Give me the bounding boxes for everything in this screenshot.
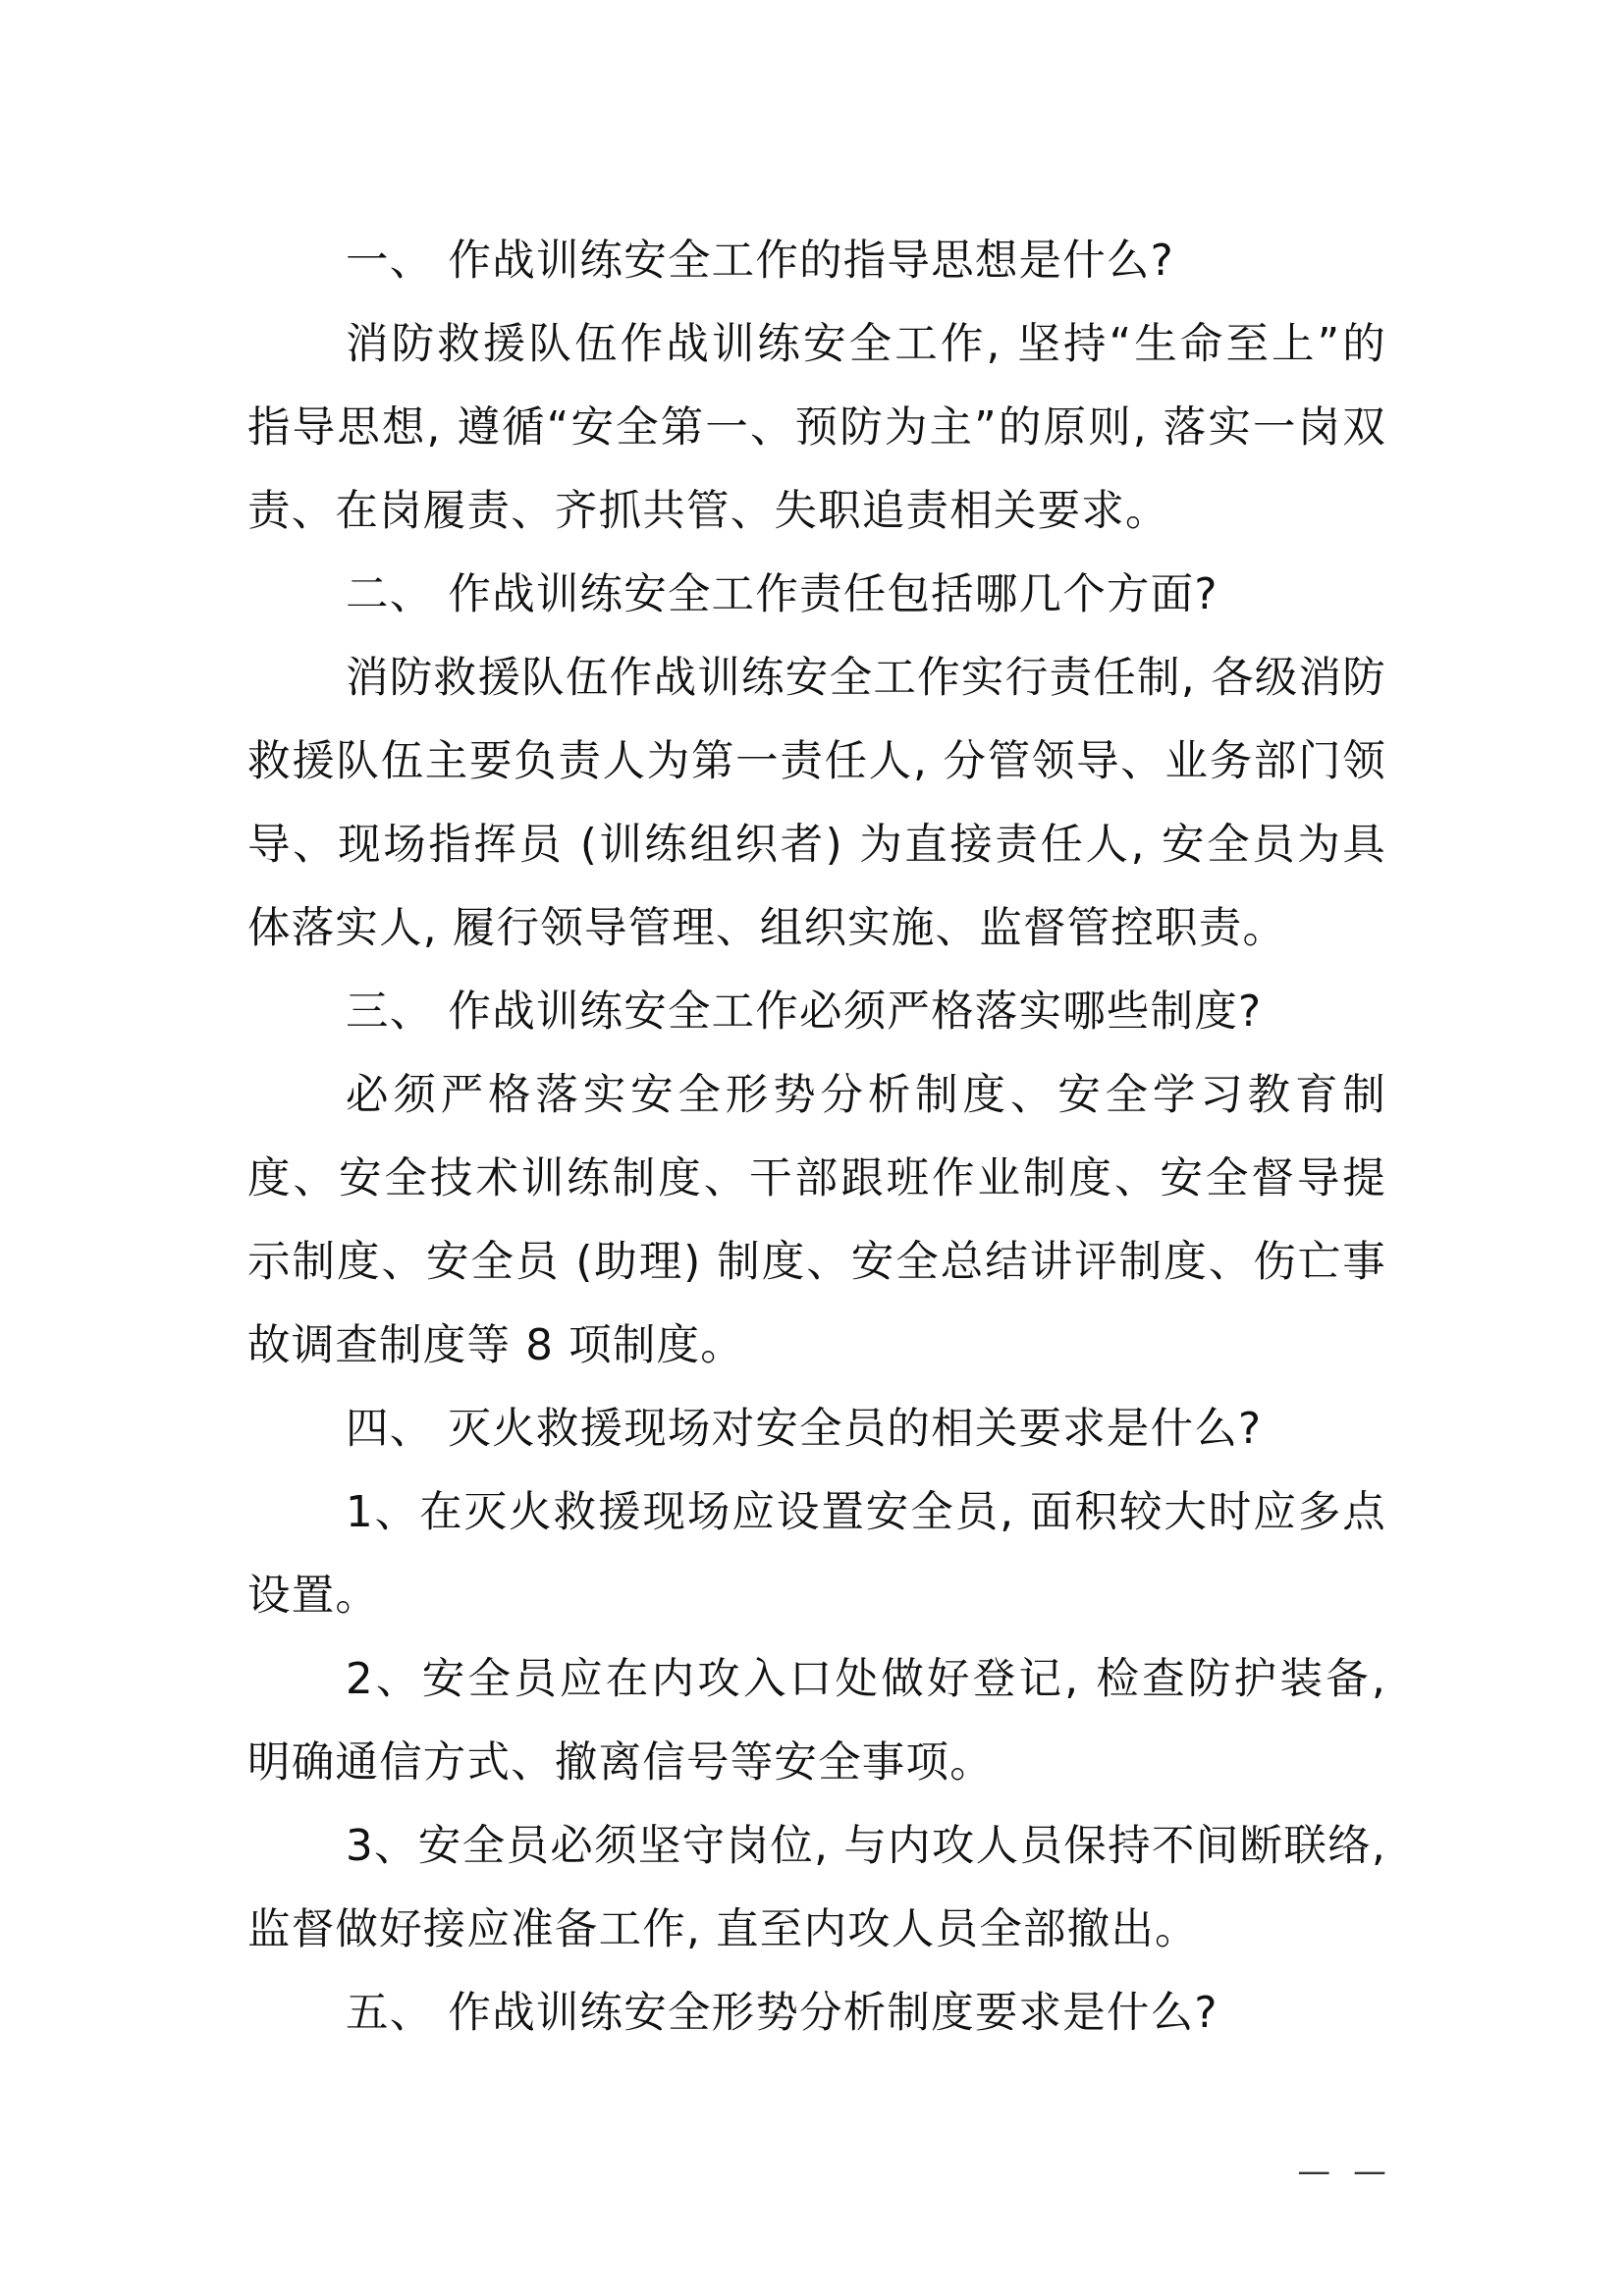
answer-item-1: 1、在灭火救援现场应设置安全员, 面积较大时应多点设置。 [247, 1488, 1386, 1621]
question-heading-3: 三、 作战训练安全工作必须严格落实哪些制度? [346, 988, 1263, 1037]
answer-item-2: 2、安全员应在内攻入口处做好登记, 检查防护装备, 明确通信方式、撤离信号等安全事项。 [247, 1655, 1386, 1788]
question-heading-4: 四、 灭火救援现场对安全员的相关要求是什么? [346, 1405, 1263, 1454]
answer-item-3: 3、安全员必须坚守岗位, 与内攻人员保持不间断联络, 监督做好接应准备工作, 直至内攻人员全部撤出。 [247, 1822, 1386, 1954]
page-number-mark: — — [1297, 2152, 1392, 2191]
question-heading-2: 二、 作战训练安全工作责任包括哪几个方面? [346, 570, 1218, 619]
answer-paragraph-2: 消防救援队伍作战训练安全工作实行责任制, 各级消防救援队伍主要负责人为第一责任人, 分管领导、业务部门领导、现场指挥员 (训练组织者) 为直接责任人, 安全员为具体落实人, 履行领导管理、组织实施、监督管控职责。 [247, 654, 1386, 953]
question-heading-5: 五、 作战训练安全形势分析制度要求是什么? [346, 1989, 1218, 2038]
answer-paragraph-1: 消防救援队伍作战训练安全工作, 坚持“生命至上”的指导思想, 遵循“安全第一、预防为主”的原则, 落实一岗双责、在岗履责、齐抓共管、失职追责相关要求。 [247, 320, 1386, 536]
answer-paragraph-3: 必须严格落实安全形势分析制度、安全学习教育制度、安全技术训练制度、干部跟班作业制度、安全督导提示制度、安全员 (助理) 制度、安全总结讲评制度、伤亡事故调查制度等 8 项制度。 [247, 1071, 1386, 1370]
document-body [247, 220, 1386, 2056]
question-heading-1: 一、 作战训练安全工作的指导思想是什么? [346, 237, 1174, 286]
